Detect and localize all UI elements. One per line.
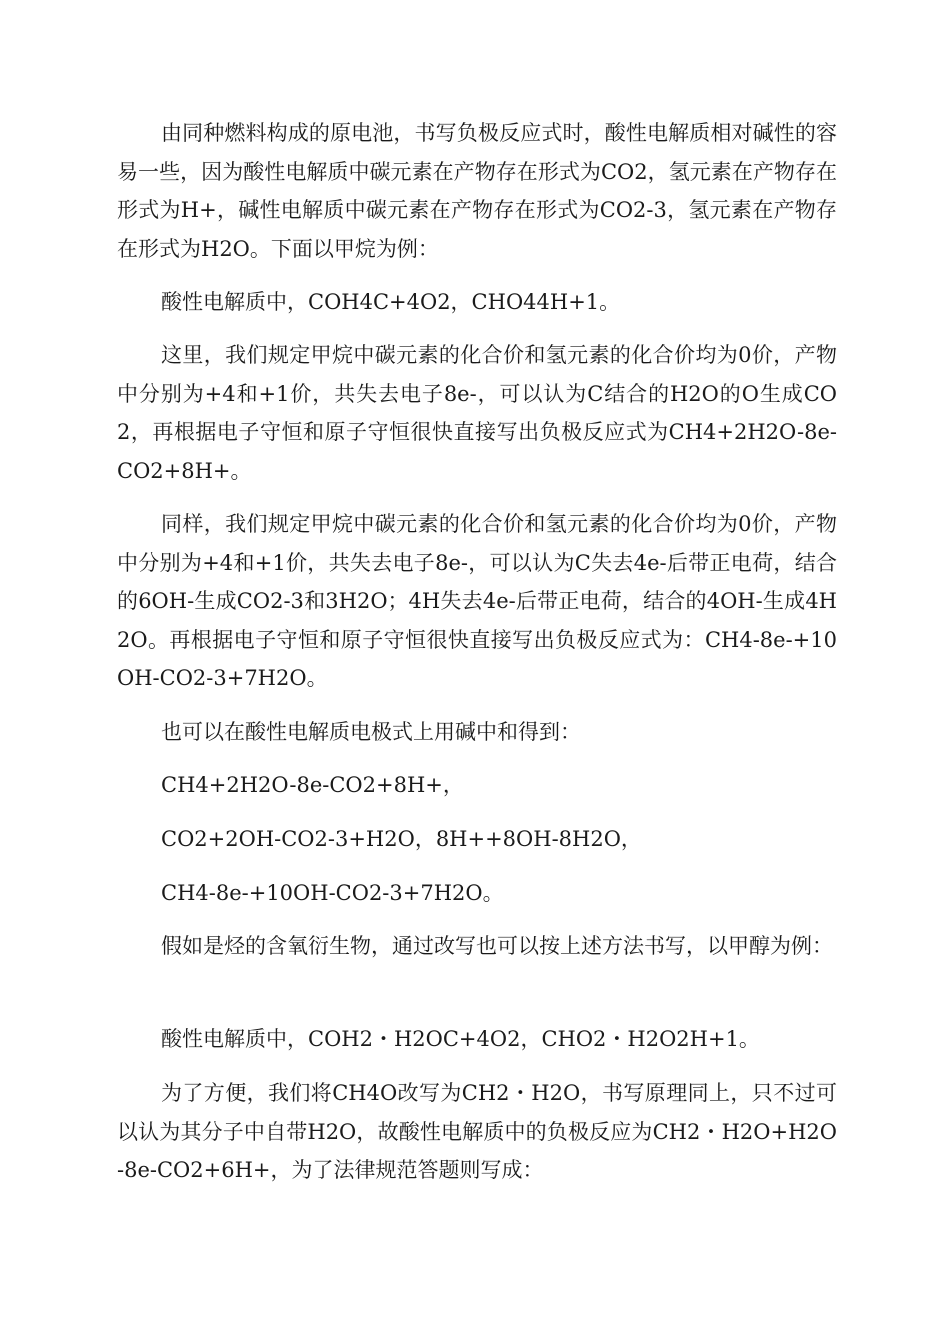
equation-line-2: CO2+2OH-CO2-3+H2O，8H++8OH-8H2O，	[161, 827, 642, 851]
paragraph-acid-explanation: 这里，我们规定甲烷中碳元素的化合价和氢元素的化合价均为0价，产物中分别为+4和+1价，共失去电子8e-，可以认为C结合的H2O的O生成CO2，再根据电子守恒和原子守恒很快直接写出负极反应式为CH4+2H2O-8e-CO2+8H+。	[117, 343, 837, 483]
paragraph-oxygen-derivative: 假如是烃的含氧衍生物，通过改写也可以按上述方法书写，以甲醇为例：	[161, 934, 833, 958]
paragraph-acid-methane: 酸性电解质中，COH4C+4O2，CHO44H+1。	[161, 290, 621, 314]
paragraph-neutralization-intro: 也可以在酸性电解质电极式上用碱中和得到：	[161, 720, 581, 744]
equation-line-1: CH4+2H2O-8e-CO2+8H+，	[161, 773, 464, 797]
paragraph-intro: 由同种燃料构成的原电池，书写负极反应式时，酸性电解质相对碱性的容易一些，因为酸性电解质中碳元素在产物存在形式为CO2，氢元素在产物存在形式为H+，碱性电解质中碳元素在产物存在形式为CO2-3，氢元素在产物存在形式为H2O。下面以甲烷为例：	[117, 121, 837, 261]
equation-line-3: CH4-8e-+10OH-CO2-3+7H2O。	[161, 881, 504, 905]
paragraph-alkaline-explanation: 同样，我们规定甲烷中碳元素的化合价和氢元素的化合价均为0价，产物中分别为+4和+1价，共失去电子8e-，可以认为C失去4e-后带正电荷，结合的6OH-生成CO2-3和3H2O；4H失去4e-后带正电荷，结合的4OH-生成4H2O。再根据电子守恒和原子守恒很快直接写出负极反应式为：CH4-8e-+10OH-CO2-3+7H2O。	[117, 512, 837, 690]
paragraph-acid-methanol: 酸性电解质中，COH2・H2OC+4O2，CHO2・H2O2H+1。	[161, 1027, 760, 1051]
paragraph-methanol-explanation: 为了方便，我们将CH4O改写为CH2・H2O，书写原理同上，只不过可以认为其分子中自带H2O，故酸性电解质中的负极反应为CH2・H2O+H2O-8e-CO2+6H+，为了法律规范答题则写成：	[117, 1081, 837, 1182]
